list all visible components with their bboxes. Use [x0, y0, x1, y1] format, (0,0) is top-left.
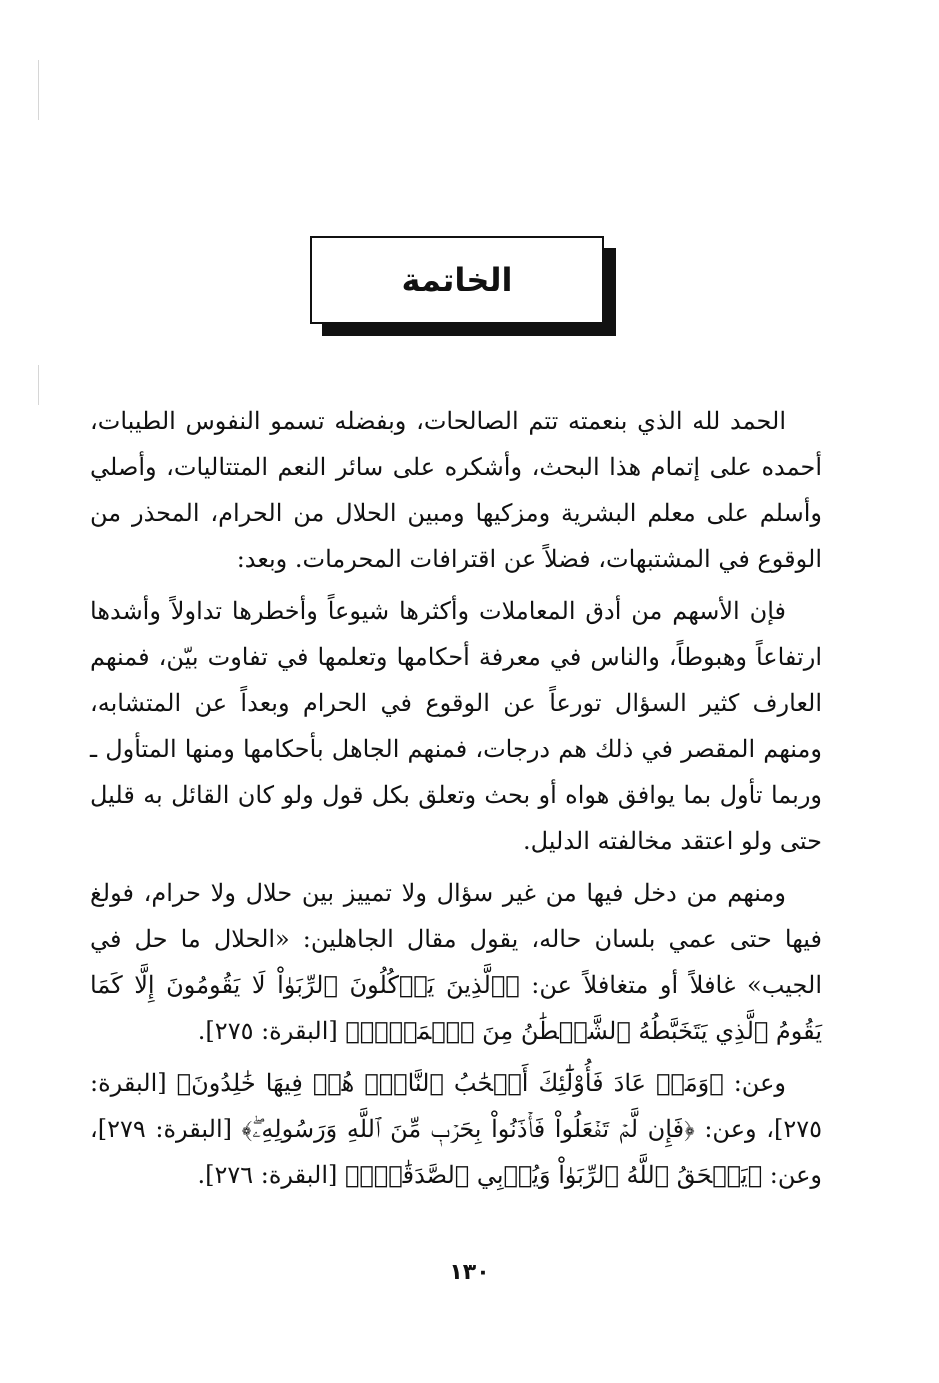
- page-number: ١٣٠: [449, 1260, 490, 1285]
- scan-mark-top: [38, 60, 39, 120]
- paragraph-verses: وعن: ﴿وَمَنۡ عَادَ فَأُوْلَٰٓئِكَ أَصۡحَٰبُ ٱلنَّارِۖ هُمۡ فِيهَا خَٰلِدُونَ﴾ [البقرة: ٢٧٥]، وعن: ﴿فَإِن لَّمۡ تَفۡعَلُواْ فَأۡذَنُواْ بِحَرۡبٖ مِّنَ ٱللَّهِ وَرَسُولِهِۦۖ﴾ [البقرة: ٢٧٩]، وعن: ﴿يَمۡحَقُ ٱللَّهُ ٱلرِّبَوٰاْ وَيُرۡبِي ٱلصَّدَقَٰتِۗ﴾ [البقرة: ٢٧٦].: [90, 1069, 822, 1189]
- paragraph-intro: الحمد لله الذي بنعمته تتم الصالحات، وبفضله تسمو النفوس الطيبات، أحمده على إتمام هذا البحث، وأشكره على سائر النعم المتتاليات، وأصلي وأسلم على معلم البشرية ومزكيها ومبين الحلال من الحرام، المحذر من الوقوع في المشتبهات، فضلاً عن اقترافات المحرمات. وبعد:: [90, 407, 822, 573]
- scan-mark-middle: [38, 365, 39, 405]
- body-text: [90, 398, 822, 1204]
- paragraph-stocks: فإن الأسهم من أدق المعاملات وأكثرها شيوعاً وأخطرها تداولاً وأشدها ارتفاعاً وهبوطاً، والناس في معرفة أحكامها وتعلمها في تفاوت بيّن، فمنهم العارف كثير السؤال تورعاً عن الوقوع في الحرام وبعداً عن المتشابه، ومنهم المقصر في ذلك هم درجات، فمنهم الجاهل بأحكامها ومنها المتأول ـ وربما تأول بما يوافق هواه أو بحث وتعلق بكل قول ولو كان القائل به قليل حتى ولو اعتقد مخالفته الدليل.: [90, 597, 822, 855]
- page-title: الخاتمة: [401, 261, 513, 299]
- paragraph-ignorant: ومنهم من دخل فيها من غير سؤال ولا تمييز بين حلال ولا حرام، فولغ فيها حتى عمي بلسان حاله، يقول مقال الجاهلين: «الحلال ما حل في الجيب» غافلاً أو متغافلاً عن: ﴿ٱلَّذِينَ يَأۡكُلُونَ ٱلرِّبَوٰاْ لَا يَقُومُونَ إِلَّا كَمَا يَقُومُ ٱلَّذِي يَتَخَبَّطُهُ ٱلشَّيۡطَٰنُ مِنَ ٱلۡمَسِّۚ﴾ [البقرة: ٢٧٥].: [90, 879, 822, 1045]
- title-box: [310, 236, 604, 324]
